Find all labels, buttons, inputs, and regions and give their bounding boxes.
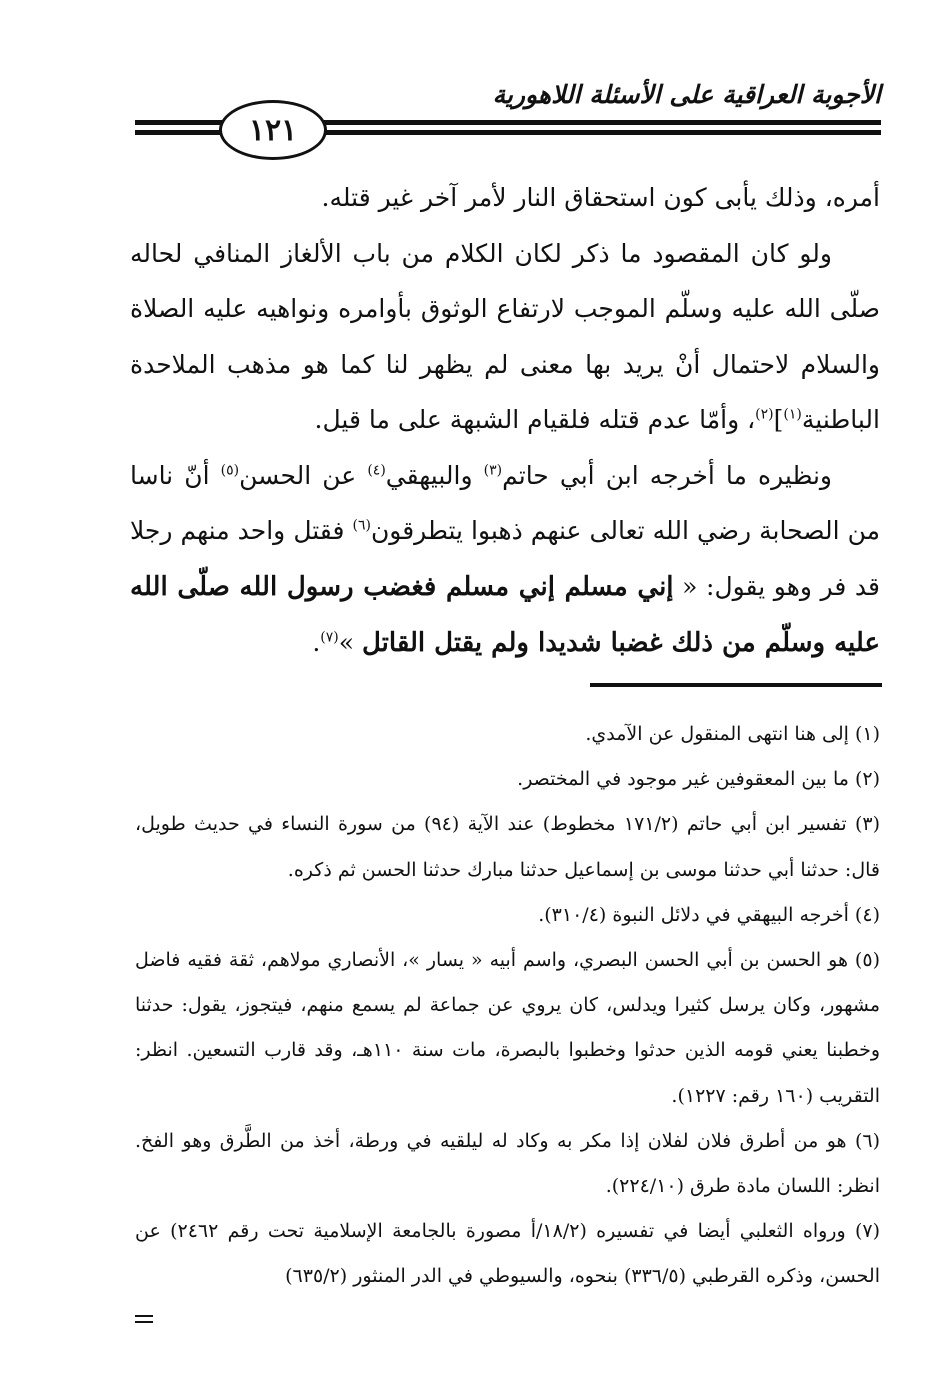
footnote-item: (٤) أخرجه البيهقي في دلائل النبوة (٣١٠/٤). [538,903,880,926]
paragraph-2-end: ، وأمّا عدم قتله فلقيام الشبهة على ما قيل. [314,405,756,434]
footnotes [135,712,880,1300]
footnote-item: (١) إلى هنا انتهى المنقول عن الآمدي. [585,723,880,745]
paragraph-3 [130,448,880,672]
footnote-separator [590,683,882,687]
footnote-item: (٦) هو من أطرق فلان لفلان إذا مكر به وكاد له ليلقيه في ورطة، أخذ من الطَّرق وهو الفخ. انظر: اللسان مادة طرق (٢٢٤/١٠). [135,1129,880,1198]
running-title: الأجوبة العراقية على الأسئلة اللاهورية [492,80,881,109]
footnote-item: (٧) ورواه الثعلبي أيضا في تفسيره (١٨/٢/أ مصورة بالجامعة الإسلامية تحت رقم ٢٤٦٢) عن الحسن، وذكره القرطبي (٣٣٦/٥) بنحوه، والسيوطي في الدر المنثور (٦٣٥/٢) [135,1220,880,1288]
bracket-close: ] [773,405,784,434]
footnote-ref-4: (٤) [367,462,386,479]
footnote-ref-2: (٢) [755,406,774,423]
footnote-ref-5: (٥) [220,462,240,479]
main-text [130,170,880,672]
page-number: ١٢١ [248,112,298,148]
footnote-item: (٥) هو الحسن بن أبي الحسن البصري، واسم أبيه « يسار »، الأنصاري مولاهم، ثقة فقيه فاضل مشهور، وكان يرسل كثيرا ويدلس، كان يروي عن جماعة لم يسمع منهم، فيتجوز، يقول: حدثنا وخطبنا يعني قومه الذين حدثوا وخطبوا بالبصرة، مات سنة ١١٠هـ، وقد قارب التسعين. انظر: التقريب (١٦٠ رقم: ١٢٢٧). [135,949,880,1107]
footnote-item: (٢) ما بين المعقوفين غير موجود في المختصر. [517,768,880,791]
footnote-ref-7: (٧) [320,629,339,646]
page-number-oval [219,100,327,160]
paragraph-1: أمره، وذلك يأبى كون استحقاق النار لأمر آخر غير قتله. [321,183,880,212]
quote-close: » [338,628,362,657]
paragraph-3-a: ونظيره ما أخرجه ابن أبي حاتم [502,460,832,490]
footnote-ref-6: (٦) [352,517,371,534]
footnote-item: (٣) تفسير ابن أبي حاتم (١٧١/٢ مخطوط) عند الآية (٩٤) من سورة النساء في حديث طويل، قال: حدثنا أبي حدثنا موسى بن إسماعيل حدثنا مبارك حدثنا الحسن ثم ذكره. [135,813,881,881]
paragraph-2-text: ولو كان المقصود ما ذكر لكان الكلام من باب الألغاز المنافي لحاله صلّى الله عليه وسلّم الموجب لارتفاع الوثوق بأوامره ونواهيه عليه الصلاة والسلام لاحتمال أنْ يريد بها معنى لم يظهر لنا كما هو مذهب الملاحدة الباطنية [130,238,880,434]
paragraph-3-d: أنّ ناسا من الصحابة رضي الله تعالى عنهم ذهبوا يتطرقون [130,460,880,545]
paragraph-3-e: فقتل واحد منهم رجلا قد فر وهو يقول: « [130,516,880,601]
footnote-ref-3: (٣) [483,462,503,479]
continuation-mark [135,1315,153,1327]
paragraph-3-end: . [312,628,321,657]
paragraph-2 [130,226,880,448]
hadith-quote: إني مسلم إني مسلم فغضب رسول الله صلّى الله عليه وسلّم من ذلك غضبا شديدا ولم يقتل القاتل [130,571,880,658]
paragraph-3-b: والبيهقي [385,460,484,490]
paragraph-3-c: عن الحسن [239,460,368,490]
footnote-ref-1: (١) [783,406,802,423]
